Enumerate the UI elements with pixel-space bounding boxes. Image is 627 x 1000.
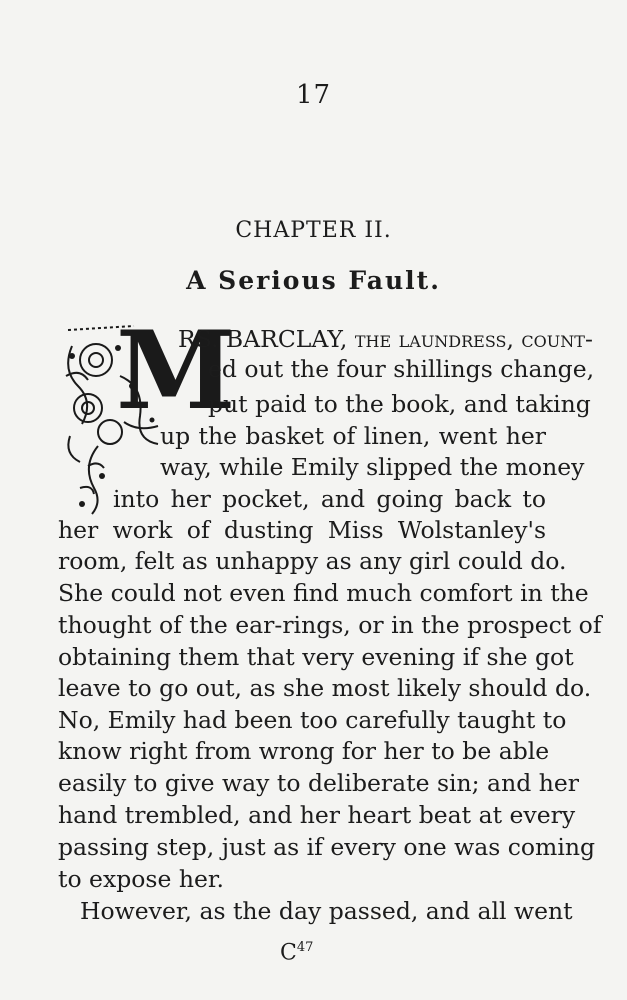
text-line-16: hand trembled, and her heart beat at every <box>58 801 576 829</box>
text-line-5: way, while Emily slipped the money <box>160 453 585 481</box>
text-line-15: easily to give way to deliberate sin; and her <box>58 769 579 797</box>
text-line-18: to expose her. <box>58 865 225 893</box>
signature-letter: C <box>280 940 297 966</box>
text-line-11: obtaining them that very evening if she got <box>58 643 574 671</box>
signature-number: 47 <box>296 940 314 955</box>
text-line-3: put paid to the book, and taking <box>208 390 591 418</box>
drop-cap-letter: M <box>116 308 236 434</box>
text-line-6: into her pocket, and going back to <box>113 485 546 513</box>
chapter-heading: CHAPTER II. <box>235 218 392 243</box>
text-line-1: RS. BARCLAY, the laundress, count- <box>178 325 593 353</box>
page-number: 17 <box>295 80 332 110</box>
signature-mark <box>280 940 313 965</box>
text-line-7: her work of dusting Miss Wolstanley's <box>58 516 546 544</box>
text-line-8: room, felt as unhappy as any girl could do. <box>58 547 567 575</box>
text-line-14: know right from wrong for her to be able <box>58 737 550 765</box>
text-line-10: thought of the ear-rings, or in the prospect of <box>58 611 602 639</box>
text-line-19: However, as the day passed, and all went <box>80 897 573 925</box>
text-line-2: ed out the four shillings change, <box>208 355 595 383</box>
text-line-9: She could not even find much comfort in the <box>58 579 589 607</box>
text-line-12: leave to go out, as she most likely should do. <box>58 674 592 702</box>
chapter-title: A Serious Fault. <box>186 266 441 295</box>
text-line-4: up the basket of linen, went her <box>160 422 546 450</box>
text-line-13: No, Emily had been too carefully taught to <box>58 706 567 734</box>
text-line-17: passing step, just as if every one was coming <box>58 833 596 861</box>
